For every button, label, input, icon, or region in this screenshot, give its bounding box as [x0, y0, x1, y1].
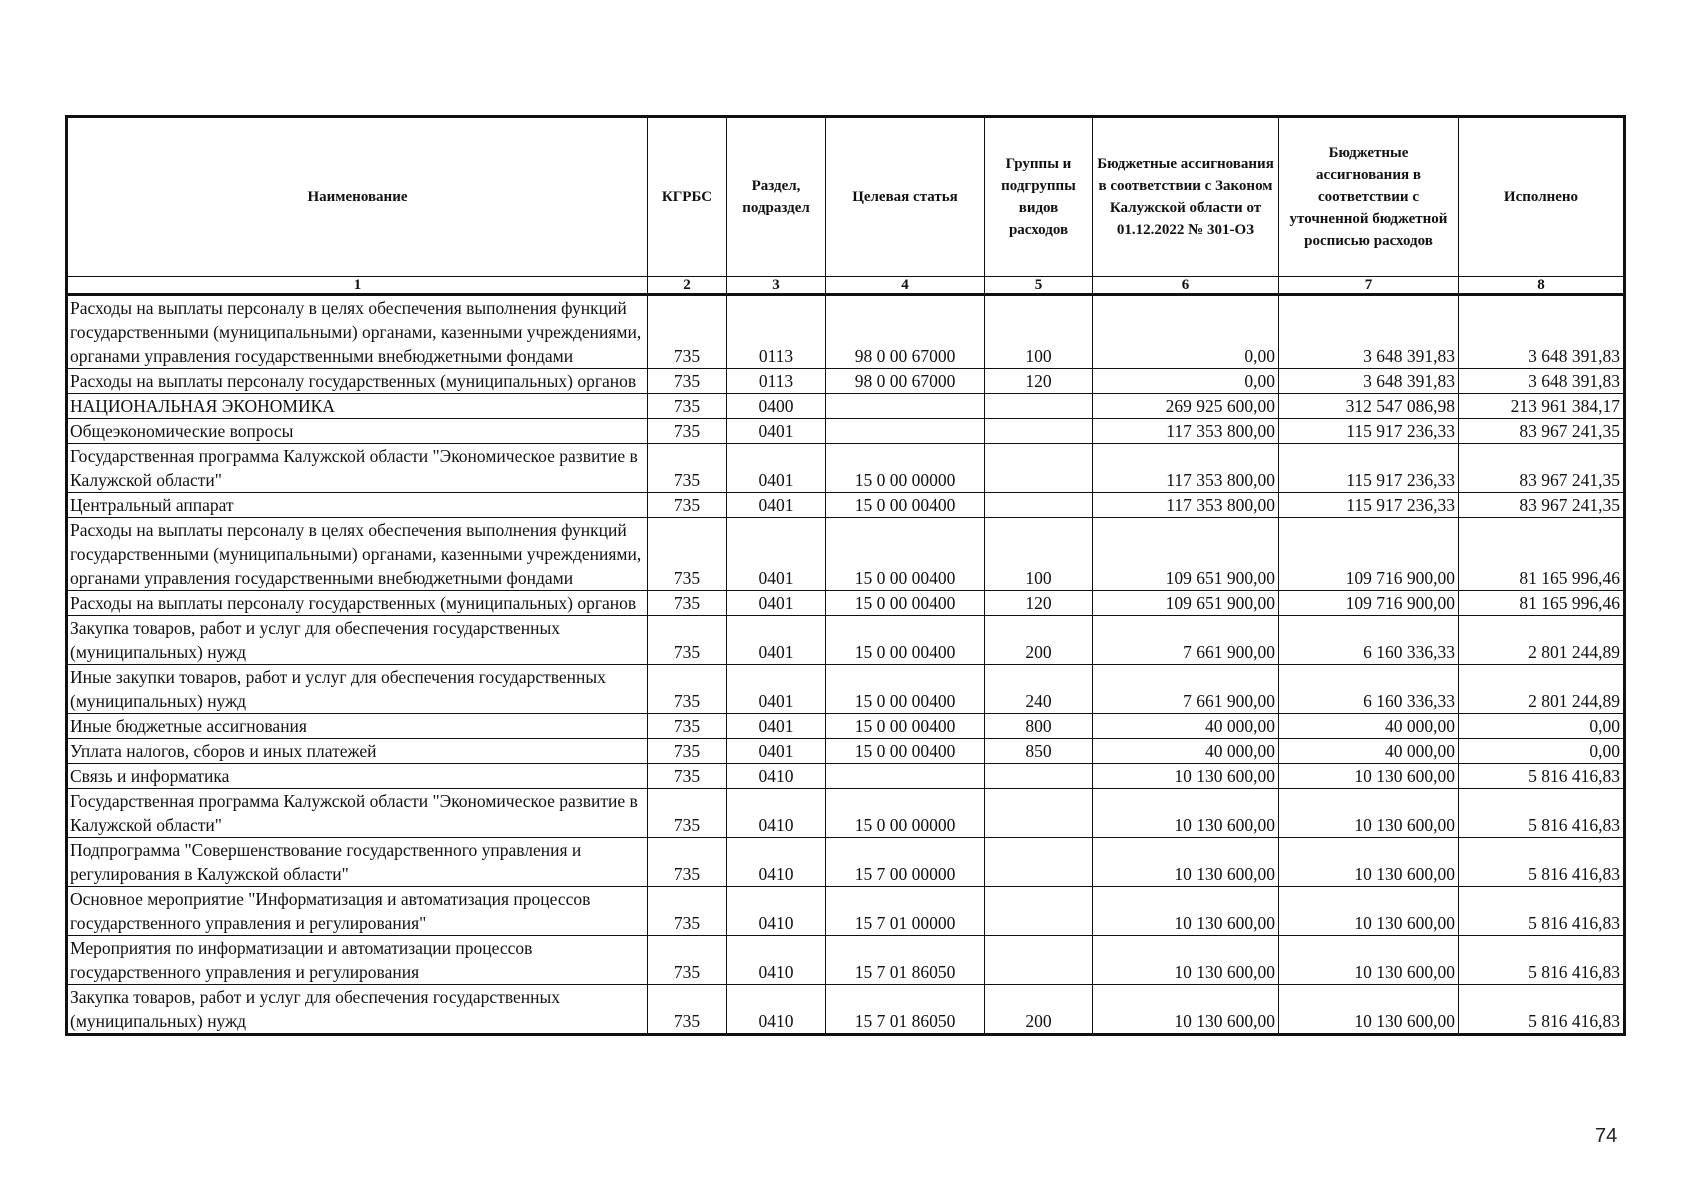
row-expense-group-cell: 120 — [985, 369, 1093, 394]
row-expense-group-cell — [985, 887, 1093, 936]
header-target-article: Целевая статья — [826, 117, 985, 277]
row-kgrbs-cell: 735 — [648, 444, 727, 493]
row-law-allocation-cell: 109 651 900,00 — [1093, 591, 1279, 616]
row-section-cell: 0410 — [727, 936, 826, 985]
row-name-cell: Уплата налогов, сборов и иных платежей — [67, 739, 648, 764]
table-row — [67, 369, 1625, 394]
row-law-allocation-cell: 0,00 — [1093, 369, 1279, 394]
row-executed-cell: 81 165 996,46 — [1459, 591, 1625, 616]
page-number: 74 — [1595, 1125, 1618, 1147]
row-section-cell: 0401 — [727, 419, 826, 444]
row-section-cell: 0410 — [727, 985, 826, 1035]
table-row — [67, 936, 1625, 985]
row-refined-allocation-cell: 40 000,00 — [1279, 714, 1459, 739]
row-section-cell: 0410 — [727, 764, 826, 789]
row-refined-allocation-cell: 10 130 600,00 — [1279, 838, 1459, 887]
row-section-cell: 0401 — [727, 714, 826, 739]
row-executed-cell: 5 816 416,83 — [1459, 764, 1625, 789]
row-law-allocation-cell: 10 130 600,00 — [1093, 764, 1279, 789]
table-row — [67, 739, 1625, 764]
row-name-cell: Государственная программа Калужской области "Экономическое развитие в Калужской области" — [67, 444, 648, 493]
row-kgrbs-cell: 735 — [648, 838, 727, 887]
row-target-article-cell: 98 0 00 67000 — [826, 295, 985, 369]
row-section-cell: 0401 — [727, 739, 826, 764]
row-law-allocation-cell: 10 130 600,00 — [1093, 936, 1279, 985]
header-section: Раздел, подраздел — [727, 117, 826, 277]
column-number-row — [67, 277, 1625, 295]
row-target-article-cell: 15 7 00 00000 — [826, 838, 985, 887]
row-expense-group-cell — [985, 394, 1093, 419]
row-expense-group-cell — [985, 444, 1093, 493]
row-name-cell: Связь и информатика — [67, 764, 648, 789]
table-row — [67, 985, 1625, 1035]
row-refined-allocation-cell: 3 648 391,83 — [1279, 295, 1459, 369]
row-executed-cell: 2 801 244,89 — [1459, 616, 1625, 665]
column-number: 6 — [1093, 277, 1279, 295]
row-target-article-cell — [826, 764, 985, 789]
row-target-article-cell: 15 0 00 00000 — [826, 444, 985, 493]
row-name-cell: Мероприятия по информатизации и автоматизации процессов государственного управления и регулирования — [67, 936, 648, 985]
row-name-cell: Расходы на выплаты персоналу в целях обеспечения выполнения функций государственными (муниципальными) органами, казенными учреждениями, органами управления государственными внебюджетными фондами — [67, 518, 648, 591]
row-name-cell: Основное мероприятие "Информатизация и автоматизация процессов государственного управления и регулирования" — [67, 887, 648, 936]
row-section-cell: 0401 — [727, 518, 826, 591]
row-executed-cell: 5 816 416,83 — [1459, 985, 1625, 1035]
column-number: 7 — [1279, 277, 1459, 295]
row-executed-cell: 2 801 244,89 — [1459, 665, 1625, 714]
row-expense-group-cell: 800 — [985, 714, 1093, 739]
row-executed-cell: 5 816 416,83 — [1459, 789, 1625, 838]
row-refined-allocation-cell: 3 648 391,83 — [1279, 369, 1459, 394]
row-law-allocation-cell: 10 130 600,00 — [1093, 838, 1279, 887]
row-name-cell: Подпрограмма "Совершенствование государственного управления и регулирования в Калужской области" — [67, 838, 648, 887]
row-expense-group-cell: 200 — [985, 616, 1093, 665]
row-target-article-cell: 15 0 00 00400 — [826, 493, 985, 518]
column-number: 3 — [727, 277, 826, 295]
row-name-cell: Расходы на выплаты персоналу государственных (муниципальных) органов — [67, 369, 648, 394]
row-executed-cell: 83 967 241,35 — [1459, 493, 1625, 518]
row-executed-cell: 83 967 241,35 — [1459, 419, 1625, 444]
row-name-cell: Закупка товаров, работ и услуг для обеспечения государственных (муниципальных) нужд — [67, 985, 648, 1035]
row-kgrbs-cell: 735 — [648, 493, 727, 518]
row-kgrbs-cell: 735 — [648, 616, 727, 665]
row-refined-allocation-cell: 10 130 600,00 — [1279, 985, 1459, 1035]
row-law-allocation-cell: 117 353 800,00 — [1093, 419, 1279, 444]
row-law-allocation-cell: 117 353 800,00 — [1093, 444, 1279, 493]
row-executed-cell: 83 967 241,35 — [1459, 444, 1625, 493]
row-name-cell: Общеэкономические вопросы — [67, 419, 648, 444]
row-executed-cell: 0,00 — [1459, 739, 1625, 764]
row-refined-allocation-cell: 10 130 600,00 — [1279, 789, 1459, 838]
row-law-allocation-cell: 7 661 900,00 — [1093, 665, 1279, 714]
row-executed-cell: 5 816 416,83 — [1459, 936, 1625, 985]
row-name-cell: Иные бюджетные ассигнования — [67, 714, 648, 739]
row-law-allocation-cell: 117 353 800,00 — [1093, 493, 1279, 518]
row-expense-group-cell — [985, 838, 1093, 887]
row-target-article-cell: 15 0 00 00400 — [826, 665, 985, 714]
table-row — [67, 665, 1625, 714]
row-expense-group-cell: 240 — [985, 665, 1093, 714]
table-row — [67, 444, 1625, 493]
header-name: Наименование — [67, 117, 648, 277]
row-target-article-cell: 15 0 00 00400 — [826, 714, 985, 739]
row-kgrbs-cell: 735 — [648, 789, 727, 838]
table-row — [67, 518, 1625, 591]
row-target-article-cell: 15 0 00 00000 — [826, 789, 985, 838]
row-kgrbs-cell: 735 — [648, 295, 727, 369]
header-row — [67, 117, 1625, 277]
header-executed: Исполнено — [1459, 117, 1625, 277]
row-executed-cell: 3 648 391,83 — [1459, 369, 1625, 394]
table-row — [67, 493, 1625, 518]
column-number: 5 — [985, 277, 1093, 295]
row-expense-group-cell — [985, 789, 1093, 838]
row-refined-allocation-cell: 312 547 086,98 — [1279, 394, 1459, 419]
table-row — [67, 616, 1625, 665]
budget-table — [65, 115, 1626, 1036]
header-refined-allocations: Бюджетные ассигнования в соответствии с уточненной бюджетной росписью расходов — [1279, 117, 1459, 277]
row-refined-allocation-cell: 115 917 236,33 — [1279, 444, 1459, 493]
row-kgrbs-cell: 735 — [648, 887, 727, 936]
row-kgrbs-cell: 735 — [648, 985, 727, 1035]
row-section-cell: 0410 — [727, 838, 826, 887]
row-section-cell: 0401 — [727, 591, 826, 616]
row-section-cell: 0410 — [727, 789, 826, 838]
row-kgrbs-cell: 735 — [648, 665, 727, 714]
row-law-allocation-cell: 269 925 600,00 — [1093, 394, 1279, 419]
row-law-allocation-cell: 109 651 900,00 — [1093, 518, 1279, 591]
row-kgrbs-cell: 735 — [648, 714, 727, 739]
row-section-cell: 0400 — [727, 394, 826, 419]
row-target-article-cell: 15 7 01 86050 — [826, 936, 985, 985]
row-expense-group-cell: 120 — [985, 591, 1093, 616]
row-name-cell: Центральный аппарат — [67, 493, 648, 518]
row-kgrbs-cell: 735 — [648, 936, 727, 985]
table-row — [67, 838, 1625, 887]
table-row — [67, 295, 1625, 369]
row-refined-allocation-cell: 115 917 236,33 — [1279, 419, 1459, 444]
row-executed-cell: 213 961 384,17 — [1459, 394, 1625, 419]
column-number: 4 — [826, 277, 985, 295]
row-section-cell: 0401 — [727, 616, 826, 665]
row-refined-allocation-cell: 109 716 900,00 — [1279, 591, 1459, 616]
row-target-article-cell: 15 0 00 00400 — [826, 518, 985, 591]
row-law-allocation-cell: 10 130 600,00 — [1093, 985, 1279, 1035]
row-kgrbs-cell: 735 — [648, 394, 727, 419]
row-expense-group-cell — [985, 419, 1093, 444]
row-refined-allocation-cell: 10 130 600,00 — [1279, 936, 1459, 985]
table-row — [67, 887, 1625, 936]
row-law-allocation-cell: 40 000,00 — [1093, 739, 1279, 764]
table-row — [67, 419, 1625, 444]
table-body — [67, 295, 1625, 1035]
row-expense-group-cell: 100 — [985, 295, 1093, 369]
row-refined-allocation-cell: 109 716 900,00 — [1279, 518, 1459, 591]
row-section-cell: 0410 — [727, 887, 826, 936]
row-executed-cell: 5 816 416,83 — [1459, 838, 1625, 887]
column-number: 2 — [648, 277, 727, 295]
row-kgrbs-cell: 735 — [648, 369, 727, 394]
row-refined-allocation-cell: 6 160 336,33 — [1279, 616, 1459, 665]
budget-table-container — [65, 115, 1623, 1036]
row-refined-allocation-cell: 40 000,00 — [1279, 739, 1459, 764]
row-name-cell: Иные закупки товаров, работ и услуг для обеспечения государственных (муниципальных) нужд — [67, 665, 648, 714]
row-expense-group-cell — [985, 493, 1093, 518]
row-executed-cell: 3 648 391,83 — [1459, 295, 1625, 369]
row-name-cell: Расходы на выплаты персоналу государственных (муниципальных) органов — [67, 591, 648, 616]
table-row — [67, 591, 1625, 616]
row-target-article-cell: 15 0 00 00400 — [826, 616, 985, 665]
table-row — [67, 789, 1625, 838]
row-target-article-cell: 15 0 00 00400 — [826, 739, 985, 764]
row-section-cell: 0401 — [727, 444, 826, 493]
row-section-cell: 0401 — [727, 493, 826, 518]
row-kgrbs-cell: 735 — [648, 591, 727, 616]
column-number: 8 — [1459, 277, 1625, 295]
table-row — [67, 714, 1625, 739]
row-refined-allocation-cell: 6 160 336,33 — [1279, 665, 1459, 714]
row-name-cell: Закупка товаров, работ и услуг для обеспечения государственных (муниципальных) нужд — [67, 616, 648, 665]
row-target-article-cell: 15 7 01 86050 — [826, 985, 985, 1035]
row-section-cell: 0113 — [727, 295, 826, 369]
row-name-cell: НАЦИОНАЛЬНАЯ ЭКОНОМИКА — [67, 394, 648, 419]
row-kgrbs-cell: 735 — [648, 739, 727, 764]
row-target-article-cell: 15 7 01 00000 — [826, 887, 985, 936]
table-row — [67, 764, 1625, 789]
row-target-article-cell: 98 0 00 67000 — [826, 369, 985, 394]
row-kgrbs-cell: 735 — [648, 764, 727, 789]
row-law-allocation-cell: 40 000,00 — [1093, 714, 1279, 739]
row-kgrbs-cell: 735 — [648, 518, 727, 591]
row-executed-cell: 0,00 — [1459, 714, 1625, 739]
row-law-allocation-cell: 7 661 900,00 — [1093, 616, 1279, 665]
row-refined-allocation-cell: 115 917 236,33 — [1279, 493, 1459, 518]
row-expense-group-cell: 200 — [985, 985, 1093, 1035]
row-executed-cell: 81 165 996,46 — [1459, 518, 1625, 591]
row-law-allocation-cell: 10 130 600,00 — [1093, 887, 1279, 936]
row-name-cell: Расходы на выплаты персоналу в целях обеспечения выполнения функций государственными (муниципальными) органами, казенными учреждениями, органами управления государственными внебюджетными фондами — [67, 295, 648, 369]
row-refined-allocation-cell: 10 130 600,00 — [1279, 887, 1459, 936]
row-expense-group-cell: 850 — [985, 739, 1093, 764]
row-section-cell: 0113 — [727, 369, 826, 394]
row-executed-cell: 5 816 416,83 — [1459, 887, 1625, 936]
row-law-allocation-cell: 0,00 — [1093, 295, 1279, 369]
row-expense-group-cell — [985, 764, 1093, 789]
row-target-article-cell — [826, 419, 985, 444]
column-number: 1 — [67, 277, 648, 295]
row-target-article-cell: 15 0 00 00400 — [826, 591, 985, 616]
row-law-allocation-cell: 10 130 600,00 — [1093, 789, 1279, 838]
header-kgrbs: КГРБС — [648, 117, 727, 277]
row-kgrbs-cell: 735 — [648, 419, 727, 444]
table-row — [67, 394, 1625, 419]
row-section-cell: 0401 — [727, 665, 826, 714]
row-expense-group-cell — [985, 936, 1093, 985]
row-target-article-cell — [826, 394, 985, 419]
header-law-allocations: Бюджетные ассигнования в соответствии с Законом Калужской области от 01.12.2022 № 301-ОЗ — [1093, 117, 1279, 277]
row-name-cell: Государственная программа Калужской области "Экономическое развитие в Калужской области" — [67, 789, 648, 838]
row-refined-allocation-cell: 10 130 600,00 — [1279, 764, 1459, 789]
header-expense-groups: Группы и подгруппы видов расходов — [985, 117, 1093, 277]
row-expense-group-cell: 100 — [985, 518, 1093, 591]
